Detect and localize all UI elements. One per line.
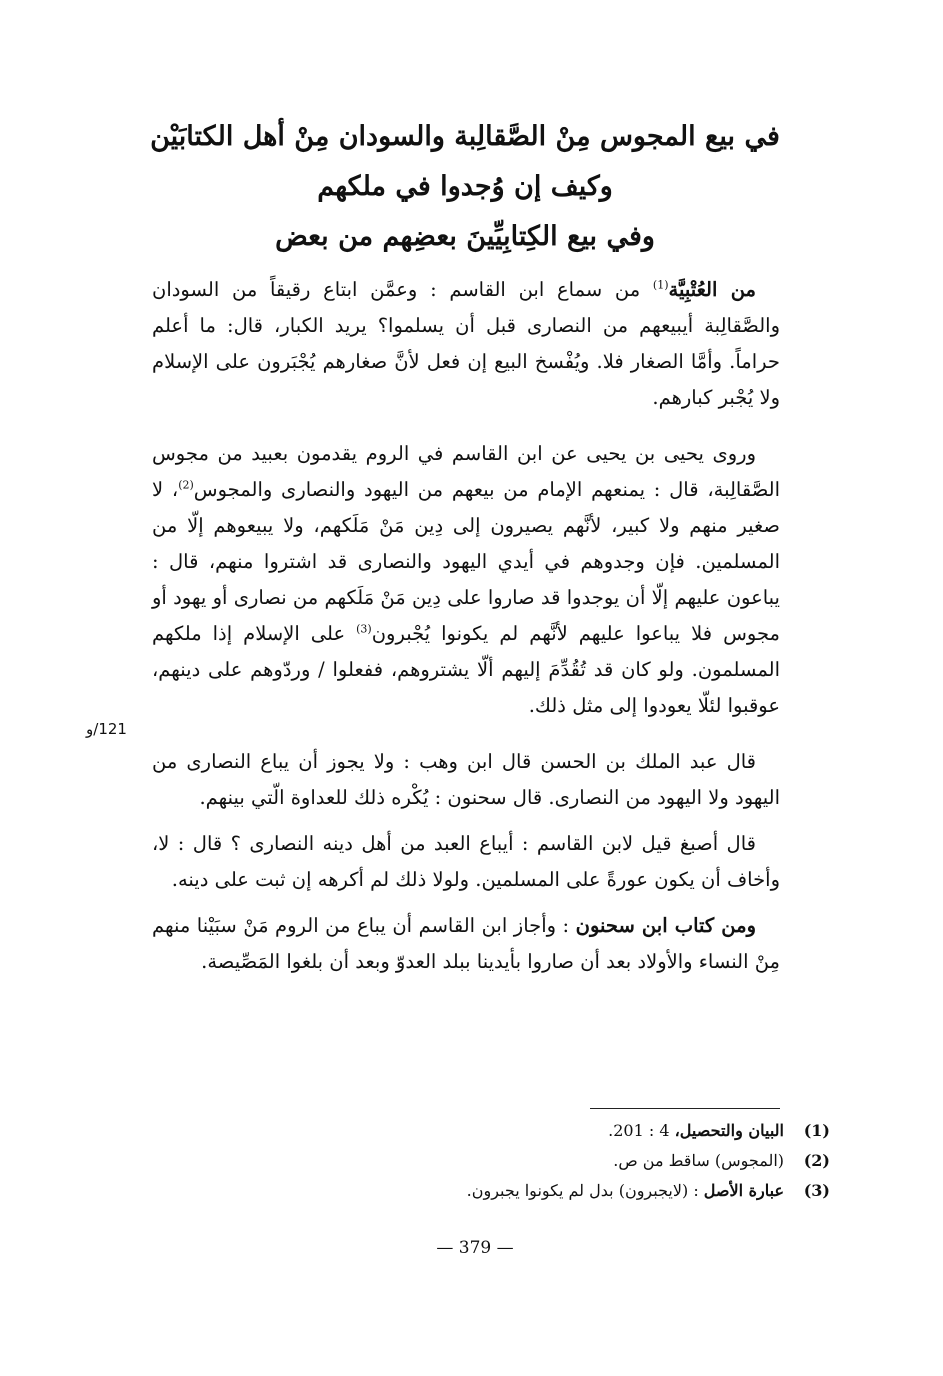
paragraph-5-lead: ومن كتاب ابن سحنون <box>575 914 756 937</box>
paragraph-2-part-2: ، لا صغير منهم ولا كبير، لأنَّهم يصيرون إلى دِين مَنْ مَلَكهم، ولا يبيعوهم إلّا من المسلمين. فإن وجدوهم في أيدي اليهود والنصارى قد اشتروا منهم، قال : يباعون عليهم إلّا أن يوجدوا قد صاروا على دِين مَنْ مَلَكهم من نصارى أو يهود أو مجوس فلا يباعوا عليهم لأنَّهم لم يكونوا يُجْبرون <box>152 478 780 645</box>
paragraph-3: قال عبد الملك بن الحسن قال ابن وهب : ولا يجوز أن يباع النصارى من اليهود ولا اليهود من النصارى. قال سحنون : يُكْره ذلك للعداوة الّتي بينهم. <box>152 750 780 809</box>
paragraph-1-text: من سماع ابن القاسم : وعمَّن ابتاع رقيقاً من السودان والصَّقالِبة أيبيعهم من النصارى قبل أن يسلموا؟ يريد الكبار، قال: ما أعلم حراماً. وأمَّا الصغار فلا. ويُفْسخ البيع إن فعل لأنَّ صغارهم يُجْبَرون على الإسلام ولا يُجْبر كبارهم. <box>152 278 780 409</box>
footnote-ref-1: (1) <box>652 278 669 292</box>
title-line-2: وكيف إن وُجدوا في ملكهم <box>317 171 613 202</box>
footnote-ref-2: (2) <box>178 478 194 492</box>
title-line-3: وفي بيع الكِتابِيِّينَ بعضِهم من بعض <box>275 221 655 252</box>
chapter-title <box>150 112 780 262</box>
footnote-item <box>300 1116 830 1146</box>
paragraph-5-text: : وأجاز ابن القاسم أن يباع من الروم مَنْ سبَيْنا منهم مِنْ النساء والأولاد بعد أن صاروا بأيدينا ببلد العدوّ وبعد أن بلغوا المَصِّيصة. <box>152 914 780 973</box>
page-number: — 379 — <box>436 1238 514 1258</box>
manuscript-folio-note: 121/و <box>86 720 127 738</box>
paragraph-2-part-1: وروى يحيى بن يحيى عن ابن القاسم في الروم يقدمون بعبيد من مجوس الصَّقالِبة، قال : يمنعهم الإمام من بيعهم من اليهود والنصارى والمجوس <box>152 442 780 501</box>
footnote-text <box>300 1176 784 1206</box>
paragraph-2-part-3: على الإسلام إذا ملكهم المسلمون. ولو كان قد تُقُدِّمَ إليهم ألّا يشتروهم، ففعلوا / وردّوهم على دينهم، عوقبوا لئلّا يعودوا إلى مثل ذلك. <box>152 622 780 717</box>
footnote-ref-3: (3) <box>356 622 372 636</box>
paragraph-2 <box>152 436 780 724</box>
footnotes <box>300 1116 830 1206</box>
footnote-number: (3) <box>803 1181 830 1200</box>
footnote-text <box>300 1116 784 1146</box>
footnote-bold: البيان والتحصيل، <box>674 1121 784 1140</box>
footnote-body: (المجوس) ساقط من ص. <box>613 1151 784 1170</box>
footnote-bold: عبارة الأصل <box>703 1181 784 1200</box>
footnote-divider <box>590 1108 780 1109</box>
footnote-number: (1) <box>803 1121 830 1140</box>
paragraph-1 <box>152 272 780 416</box>
footnote-body: : (لايجبرون) بدل لم يكونوا يجبرون. <box>466 1181 704 1200</box>
title-line-1: في بيع المجوس مِنْ الصَّقالِبة والسودان مِنْ أهل الكتابَيْن <box>150 121 780 152</box>
paragraph-1-lead: من العُتْبِيَّة <box>668 278 756 301</box>
footnote-item <box>300 1146 830 1176</box>
paragraph-4: قال أصبغ قيل لابن القاسم : أيباع العبد من أهل دينه النصارى ؟ قال : لا، وأخاف أن يكون عورةً على المسلمين. ولولا ذلك لم أكرهه إن ثبت على دينه. <box>152 832 780 891</box>
main-text <box>152 272 780 1000</box>
paragraph-5 <box>152 908 780 980</box>
footnote-number: (2) <box>803 1151 830 1170</box>
footnote-item <box>300 1176 830 1206</box>
footnote-body: 4 : 201. <box>608 1121 675 1140</box>
footnote-text <box>300 1146 784 1176</box>
